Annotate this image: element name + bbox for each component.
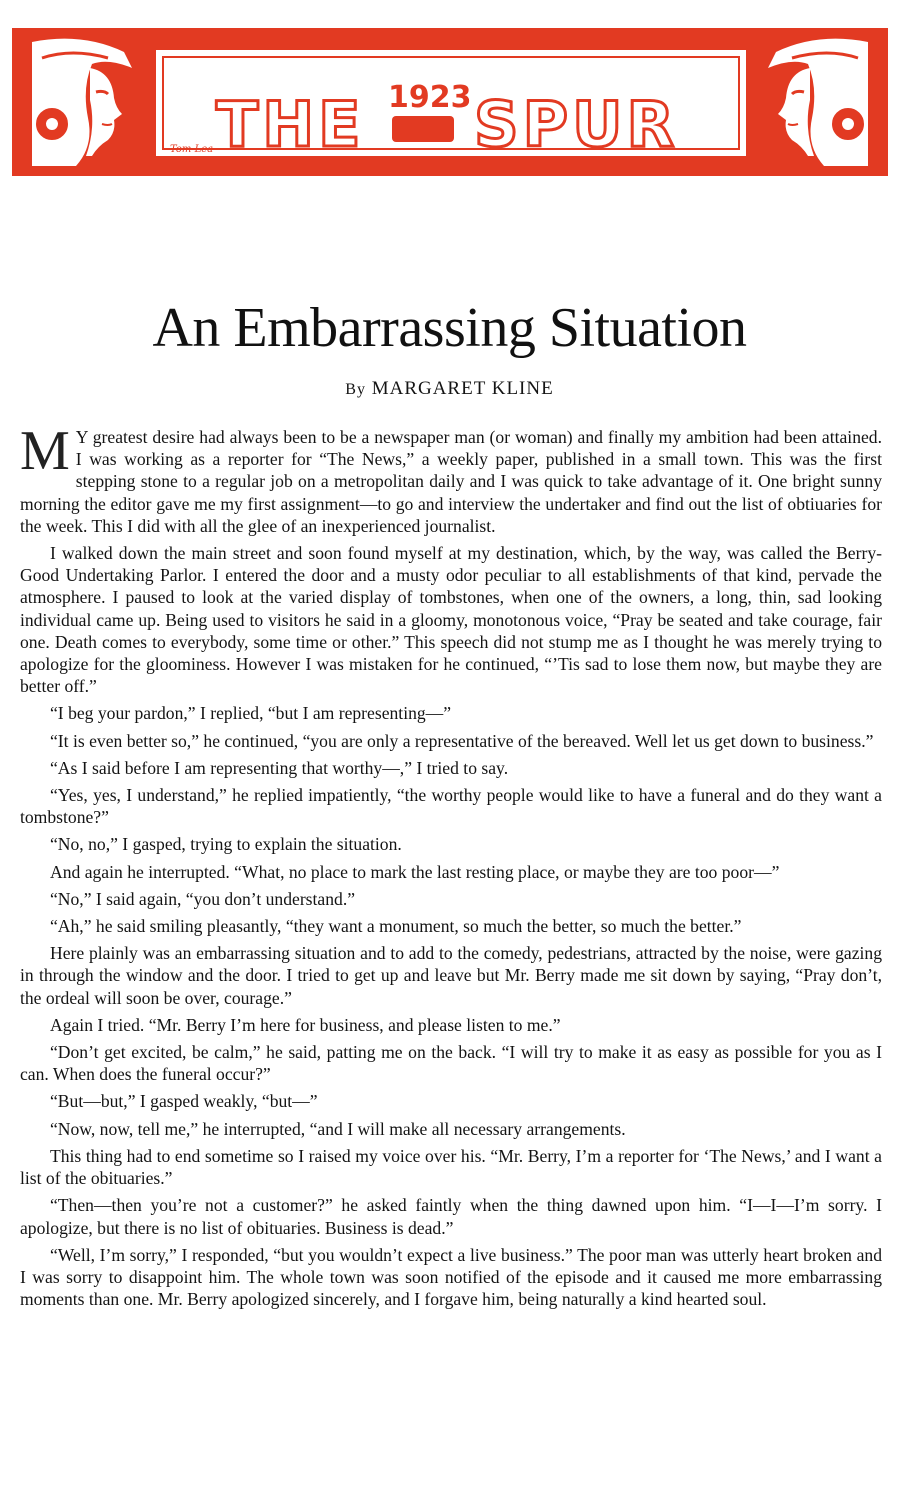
paragraph: Here plainly was an embarrassing situation and to add to the comedy, pedestrians, attracted by the noise, were gazing in through the window and the door. I tried to get up and leave but Mr. Berry made me sit down by saying, “Pray don’t, the ordeal will soon be over, courage.” [20, 943, 882, 1008]
artist-signature: Tom Lea [170, 144, 214, 155]
paragraph-1-text: Y greatest desire had always been to be a newspaper man (or woman) and finally my ambition had been attained. I was working as a reporter for “The News,” a weekly paper, published in a small town. This was the first stepping stone to a regular job on a metropolitan daily and I was quick to take advantage of it. One bright sunny morning the editor gave me my first assignment—to go and interview the undertaker and find out the list of obtiuaries for the week. This I did with all the glee of an inexperienced journalist. [20, 427, 882, 536]
byline [0, 378, 899, 400]
paragraph: I walked down the main street and soon found myself at my destination, which, by the way, was called the Berry-Good Undertaking Parlor. I entered the door and a musty odor peculiar to all establishments of that kind, pervade the atmosphere. I paused to look at the varied display of tombstones, when one of the owners, a long, thin, sad looking individual came up. Being used to visitors he said in a gloomy, monotonous voice, “Pray be seated and take courage, fair one. Death comes to everybody, some time or other.” This speech did not stump me as I thought he was merely trying to apologize for the gloominess. However I was mistaken for he continued, “’Tis sad to lose them now, but maybe they are better off.” [20, 543, 882, 697]
paragraph: “Yes, yes, I understand,” he replied impatiently, “the worthy people would like to have a funeral and do they want a tombstone?” [20, 785, 882, 828]
paragraph: “Well, I’m sorry,” I responded, “but you wouldn’t expect a live business.” The poor man was utterly heart broken and I was sorry to disappoint him. The whole town was soon notified of the episode and it caused me more embarrassing moments than one. Mr. Berry apologized sincerely, and I forgave him, being naturally a kind hearted soul. [20, 1244, 882, 1310]
masthead-word-spur: SPUR [474, 88, 679, 161]
masthead-year: 1923 [388, 80, 472, 115]
paragraph: “As I said before I am representing that worthy—,” I tried to say. [50, 757, 509, 778]
article-body [20, 420, 882, 1315]
woman-profile-illustration-left [12, 28, 152, 176]
author-name: MARGARET KLINE [371, 378, 554, 399]
year-ornament [392, 116, 454, 142]
paragraph-1 [20, 420, 882, 537]
paragraph: And again he interrupted. “What, no place to mark the last resting place, or maybe they are too poor—” [50, 861, 780, 882]
paragraph: “Then—then you’re not a customer?” he asked faintly when the thing dawned upon him. “I—I—I’m sorry. I apologize, but there is no list of obituaries. Business is dead.” [20, 1195, 882, 1238]
paragraph: “Don’t get excited, be calm,” he said, patting me on the back. “I will try to make it as easy as possible for you as I can. When does the funeral occur?” [20, 1042, 882, 1085]
woman-profile-illustration-right [748, 28, 888, 176]
paragraph: This thing had to end sometime so I raised my voice over his. “Mr. Berry, I’m a reporter for ‘The News,’ and I want a list of the obituaries.” [20, 1145, 882, 1189]
byline-prefix: By [345, 381, 366, 398]
paragraph: “No, no,” I gasped, trying to explain the situation. [50, 834, 402, 855]
masthead-word-the: THE [216, 88, 365, 161]
left-portrait-panel [12, 28, 152, 176]
masthead-banner [12, 28, 888, 176]
paragraph: “Now, now, tell me,” he interrupted, “and I will make all necessary arrangements. [50, 1118, 626, 1139]
paragraph: “But—but,” I gasped weakly, “but—” [50, 1091, 318, 1112]
paragraph: “No,” I said again, “you don’t understand.” [50, 888, 356, 909]
masthead-title-box [152, 46, 750, 160]
right-portrait-panel [748, 28, 888, 176]
article-title: An Embarrassing Situation [152, 297, 747, 359]
paragraph: “It is even better so,” he continued, “you are only a representative of the bereaved. Well let us get down to business.” [50, 730, 874, 751]
paragraph: “I beg your pardon,” I replied, “but I am representing—” [50, 703, 452, 724]
paragraph: Again I tried. “Mr. Berry I’m here for business, and please listen to me.” [50, 1014, 561, 1035]
drop-cap: M [20, 420, 70, 482]
paragraph: “Ah,” he said smiling pleasantly, “they want a monument, so much the better, so much the better.” [50, 916, 742, 937]
